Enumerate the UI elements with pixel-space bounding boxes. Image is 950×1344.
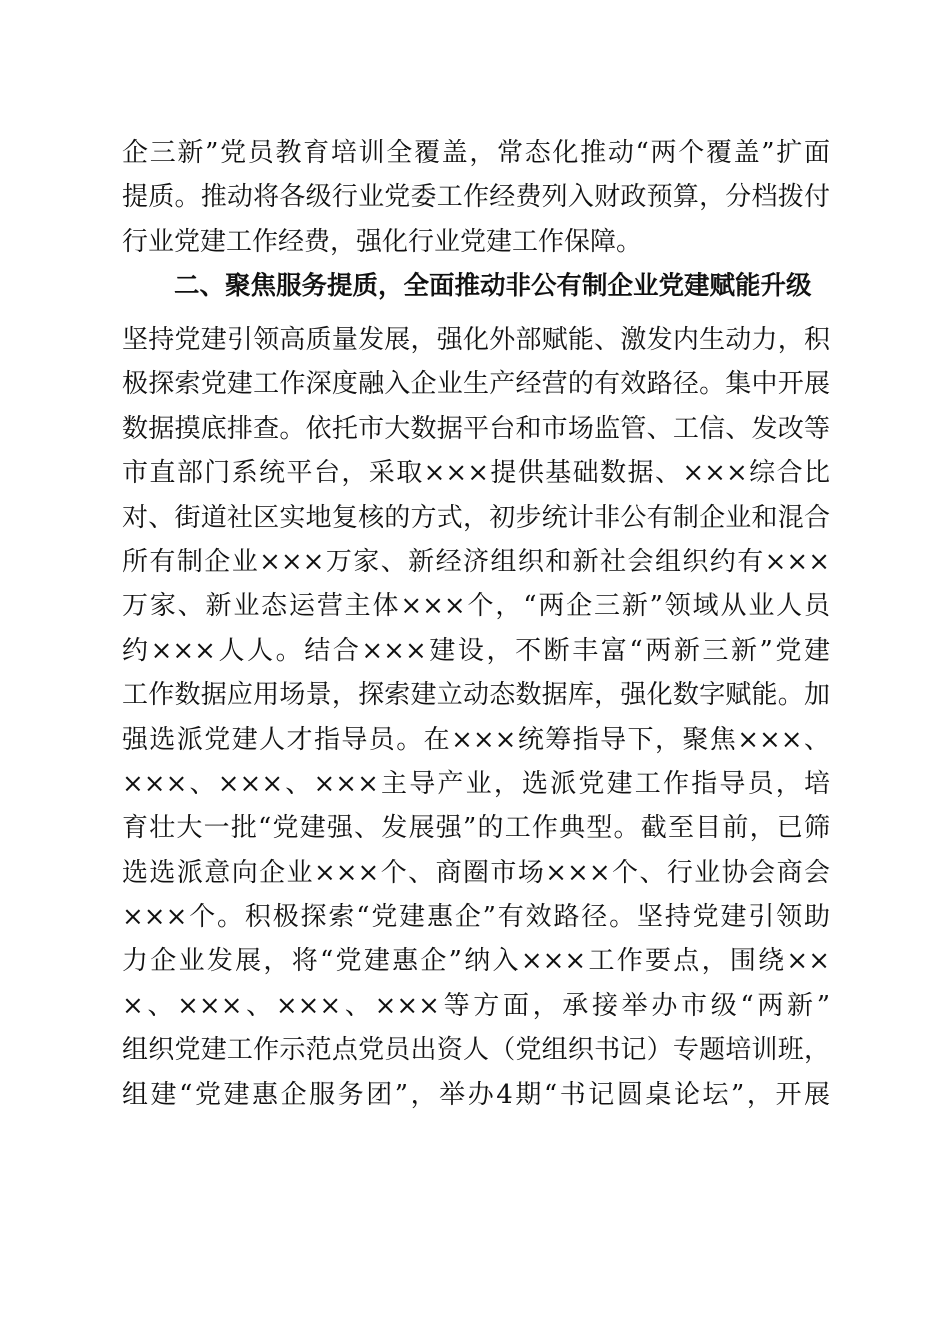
text-line: 对、街道社区实地复核的方式，初步统计非公有制企业和混合 xyxy=(122,502,830,533)
text-line: 市直部门系统平台，采取×××提供基础数据、×××综合比 xyxy=(122,458,830,489)
text-line: 万家、新业态运营主体×××个，“两企三新”领域从业人员 xyxy=(122,591,830,622)
text-line: ×××、×××、×××主导产业，选派党建工作指导员，培 xyxy=(122,768,830,799)
text-line: 力企业发展，将“党建惠企”纳入×××工作要点，围绕×× xyxy=(122,946,830,977)
text-line: 行业党建工作经费，强化行业党建工作保障。 xyxy=(122,226,643,257)
text-line: 坚持党建引领高质量发展，强化外部赋能、激发内生动力，积 xyxy=(122,325,830,355)
text-line: 工作数据应用场景，探索建立动态数据库，强化数字赋能。加 xyxy=(122,680,830,711)
text-line: 企三新”党员教育培训全覆盖，常态化推动“两个覆盖”扩面 xyxy=(122,138,830,168)
text-line: 约×××人人。结合×××建设，不断丰富“两新三新”党建 xyxy=(122,635,830,666)
text-line: 所有制企业×××万家、新经济组织和新社会组织约有××× xyxy=(122,546,830,577)
text-line: 育壮大一批“党建强、发展强”的工作典型。截至目前，已筛 xyxy=(122,813,830,844)
text-line: 选选派意向企业×××个、商圈市场×××个、行业协会商会 xyxy=(122,857,830,888)
text-line: 极探索党建工作深度融入企业生产经营的有效路径。集中开展 xyxy=(122,369,830,400)
text-line: 数据摸底排查。依托市大数据平台和市场监管、工信、发改等 xyxy=(122,413,830,444)
text-line: ×、×××、×××、×××等方面，承接举办市级“两新” xyxy=(122,990,830,1021)
text-line: 强选派党建人才指导员。在×××统筹指导下，聚焦×××、 xyxy=(122,724,830,755)
paragraph-body xyxy=(122,318,830,1117)
paragraph-continued xyxy=(122,131,830,264)
section-heading: 二、聚焦服务提质，全面推动非公有制企业党建赋能升级 xyxy=(174,271,812,301)
text-line: 组建“党建惠企服务团”，举办4期“书记圆桌论坛”，开展 xyxy=(122,1079,830,1110)
section-heading-block xyxy=(122,264,830,308)
text-line: 提质。推动将各级行业党委工作经费列入财政预算，分档拨付 xyxy=(122,182,830,213)
text-line: 组织党建工作示范点党员出资人（党组织书记）专题培训班， xyxy=(122,1035,830,1066)
text-line: ×××个。积极探索“党建惠企”有效路径。坚持党建引领助 xyxy=(122,902,830,933)
